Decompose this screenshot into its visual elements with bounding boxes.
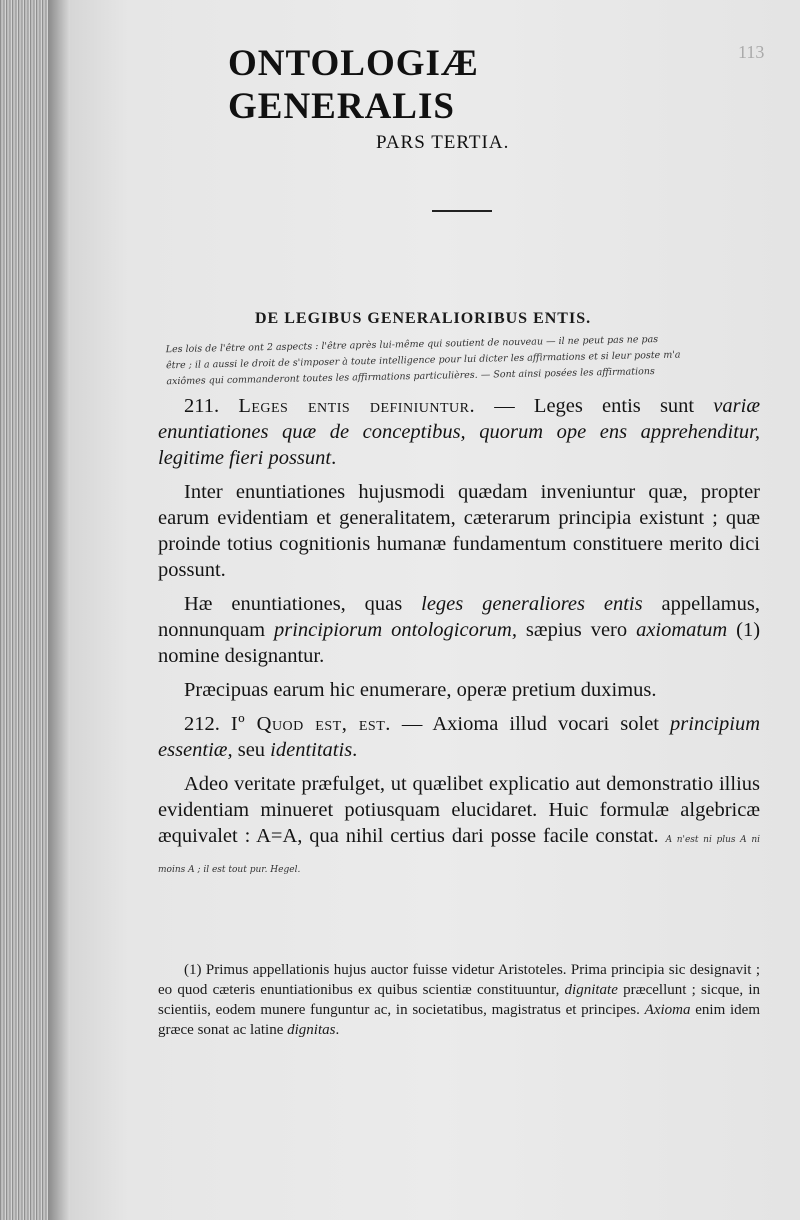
italic-run: principium essentiæ, — [158, 713, 760, 761]
paragraph-praecipuas: Præcipuas earum hic enumerare, operæ pretium duximus. — [184, 679, 657, 701]
paragraph-212 — [158, 711, 760, 763]
italic-run: leges generaliores entis — [421, 593, 643, 615]
handwritten-line: être ; il a aussi le droit de s'imposer à toute intelligence pour lui dicter les affirmations et si leur poste m'a — [165, 349, 681, 372]
text-run: — Leges entis sunt — [475, 395, 714, 417]
text-run: Primus appellationis hujus auctor fuisse videtur Aristoteles. Prima principia sic designavit ; eo quod cæteris enuntiationibus ex quibus scientiæ constituuntur, — [158, 962, 760, 998]
book-binding — [0, 0, 48, 1220]
text-run: sæpius vero — [516, 619, 637, 641]
section-heading-inline: Leges entis definiuntur. — [238, 395, 476, 417]
text-run: — Axioma illud vocari solet — [390, 713, 671, 735]
italic-run: Axioma — [644, 1002, 691, 1018]
handwritten-line: axiômes qui commanderont toutes les affirmations particulières. — Sont ainsi posées les affirmations — [166, 366, 655, 388]
handwritten-line: Les lois de l'être ont 2 aspects : l'être après lui-même qui soutient de nouveau — il ne peut pas ne pas — [165, 333, 659, 356]
italic-run: principiorum ontologicorum, — [274, 619, 517, 641]
paragraph-211 — [158, 393, 760, 471]
italic-run: identitatis — [270, 739, 353, 761]
binding-shadow — [48, 0, 70, 1220]
text-run: præcellunt ; sicque, in scientiis, eodem munere funguntur ac, in societatibus, magistratus et principes. — [158, 982, 760, 1018]
section-number: 212. — [184, 713, 220, 735]
text-run: enim idem græce sonat ac latine — [158, 1002, 760, 1038]
text-run: (1) nomine designantur. — [158, 619, 761, 667]
text-run: seu — [232, 739, 271, 761]
text-run: . — [335, 1022, 340, 1038]
page-number: 113 — [738, 42, 765, 62]
part-title: PARS TERTIA. — [376, 132, 510, 153]
paragraph-inter: Inter enuntiationes hujusmodi quædam inveniuntur quæ, propter earum evidentiam et generalitatem, cæterarum principia existunt ; quæ proinde totius cognitionis humanæ fundamentum constituere merito dici possunt. — [158, 481, 760, 581]
section-number: 211. — [184, 395, 220, 417]
text-run: Hæ enuntiationes, quas — [184, 593, 422, 615]
paragraph-hae — [158, 591, 760, 669]
italic-run: dignitas — [287, 1022, 336, 1038]
text-run: . — [331, 447, 337, 469]
footnote-marker: (1) — [184, 962, 202, 978]
text-run: appellamus, nonnunquam — [158, 593, 760, 641]
section-heading-inline: Iº Quod est, est. — [230, 713, 391, 735]
italic-run: dignitate — [564, 982, 618, 998]
section-heading: DE LEGIBUS GENERALIORIBUS ENTIS. — [255, 310, 592, 327]
main-text — [158, 385, 760, 883]
title-rule — [432, 210, 492, 212]
handwritten-margin-note: A n'est ni plus A ni moins A ; il est tout pur. Hegel. — [158, 835, 760, 875]
text-run: Adeo veritate præfulget, ut quælibet explicatio aut demonstratio illius evidentiam minueret potiusquam elucidaret. Huic formulæ algebricæ æquivalet : A=A, qua nihil certius dari posse facile constat. — [158, 773, 760, 847]
footnote — [158, 960, 760, 1040]
italic-run: axiomatum — [636, 619, 728, 641]
running-head: ONTOLOGIÆ GENERALIS — [228, 43, 479, 127]
italic-run: variæ enuntiationes quæ de conceptibus, quorum ope ens apprehenditur, legitime fieri possunt — [158, 395, 760, 469]
paragraph-adeo — [158, 771, 760, 883]
text-run: . — [352, 739, 358, 761]
